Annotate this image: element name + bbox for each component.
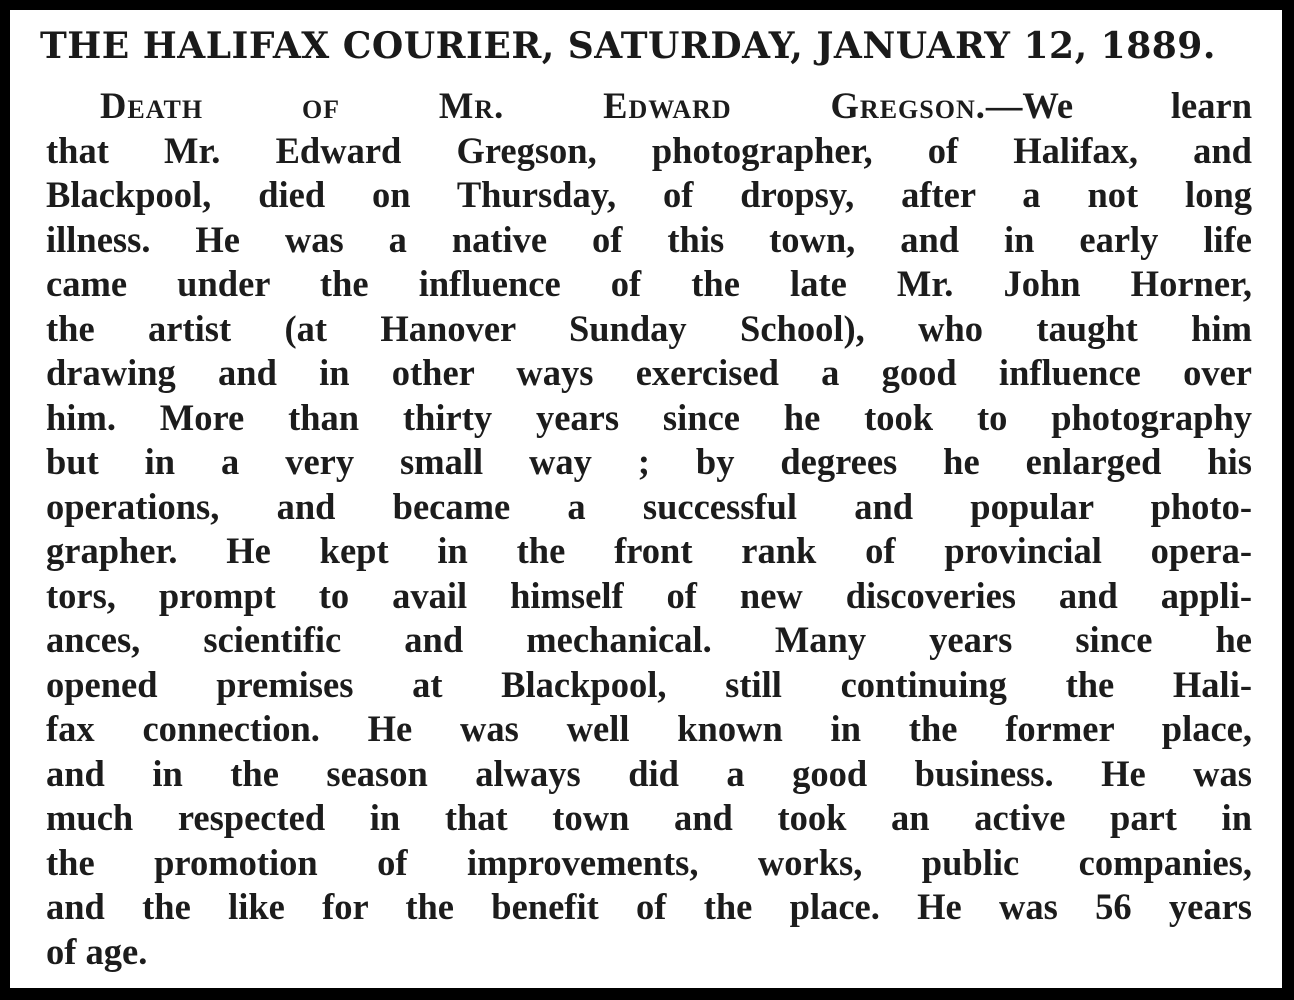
article-line: fax connection. He was well known in the former place,	[46, 708, 1252, 749]
article-line: opened premises at Blackpool, still continuing the Hali-	[46, 663, 1252, 705]
article-line: that Mr. Edward Gregson, photographer, of Halifax, and	[46, 129, 1252, 171]
article-line: Blackpool, died on Thursday, of dropsy, after a not long	[46, 174, 1252, 215]
article-line: grapher. He kept in the front rank of provincial opera-	[46, 530, 1252, 571]
article-line: drawing and in other ways exercised a good influence over	[46, 352, 1252, 393]
article-line: ances, scientific and mechanical. Many years since he	[46, 619, 1252, 660]
newspaper-masthead: THE HALIFAX COURIER, SATURDAY, JANUARY 12, 1889.	[40, 25, 1216, 67]
article-line: —We learn	[985, 85, 1252, 126]
article-line: and in the season always did a good business. He was	[46, 752, 1252, 794]
article-line: the promotion of improvements, works, public companies,	[46, 841, 1252, 883]
article-line: came under the influence of the late Mr. John Horner,	[46, 263, 1252, 304]
article-line: and the like for the benefit of the place. He was 56 years	[46, 886, 1252, 927]
article-line: illness. He was a native of this town, and in early life	[46, 218, 1252, 260]
article-line: but in a very small way ; by degrees he enlarged his	[46, 441, 1252, 482]
article-heading: Death of Mr. Edward Gregson.	[100, 85, 986, 126]
article-line: the artist (at Hanover Sunday School), who taught him	[46, 307, 1252, 349]
clipping-frame	[10, 10, 1282, 988]
article-line: much respected in that town and took an active part in	[46, 797, 1252, 838]
article-line: him. More than thirty years since he took to photography	[46, 396, 1252, 438]
article-line: tors, prompt to avail himself of new discoveries and appli-	[46, 574, 1252, 616]
article-line-last: of age.	[46, 930, 148, 972]
article-line-first	[46, 84, 1252, 129]
article-line: operations, and became a successful and popular photo-	[46, 485, 1252, 527]
obituary-article	[46, 84, 1252, 974]
